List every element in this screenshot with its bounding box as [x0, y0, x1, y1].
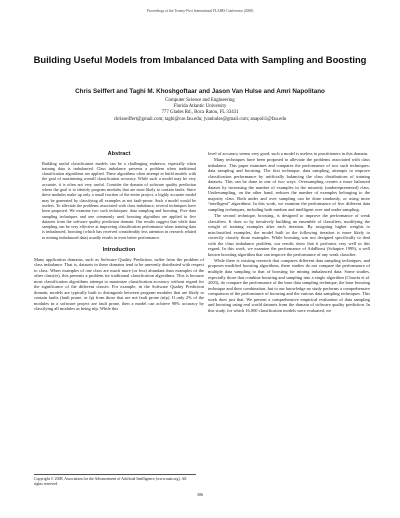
affiliation-block: [20, 98, 380, 123]
paragraph: The second technique, boosting, is designed to improve the performance of weak classifiers. It does so by iteratively building an ensemble of classifiers, modifying the weight of training examples after each iteration. By assigning higher weights to misclassified examples, the model built in the following iteration is more likely to correctly classify those examples. While boosting was not designed specifically to deal with the class imbalance problem, our results show that it performs very well in this regard. In this work, we examine the performance of AdaBoost (Schapire 1999), a well known boosting algorithm that can improve the performance of any weak classifier.: [208, 213, 370, 257]
affiliation-line: Computer Science and Engineering: [165, 98, 235, 103]
paragraph: While there is existing research that compares different data sampling techniques, and proposes modified boosting algorithms, these studies do not compare the performance of multiple data sampling to that of boosting for mining imbalanced data. Some studies, especially those that combine boosting and sampling into a single algorithm (Chawla et al. 2003), do compare the performance of the base data sampling technique, the base boosting technique and their combination, but to our knowledge no study performs a comprehensive comparison of the performance of boosting and the various data sampling techniques. This work does just that. We present a comprehensive empirical evaluation of data sampling and boosting using real world datasets from the domain of software quality prediction. In this study, for which 16,000 classification models were evaluated, we: [208, 257, 370, 313]
abstract-heading: Abstract: [107, 151, 131, 157]
affiliation-line: Florida Atlantic University: [173, 104, 227, 110]
page-number: 306: [196, 492, 204, 497]
left-column: [34, 152, 204, 313]
right-column: [208, 151, 370, 314]
paper-authors: Chris Seiffert and Taghi M. Khoshgoftaar and Jason Van Hulse and Amri Napolitano: [75, 88, 325, 95]
paragraph: Many application domains, such as Software Quality Prediction, suffer from the problem of class imbalance. That is, datasets in these domains tend to be unevenly distributed with respect to class. When examples of one class are much more (or less) abundant than examples of the other class(es), this presents a problem for traditional classification algorithms. This is because most classification algorithms attempt to maximize classification accuracy without regard for the significance of the different classes. For example, in the Software Quality Prediction domain, models are typically built to distinguish between program modules that are likely to contain faults (fault prone, or fp) from those that are not fault prone (nfp). If only 2% of the modules in a software project are fault prone, then a model can achieve 98% accuracy by classifying all modules as being nfp. While this: [34, 256, 204, 312]
proceedings-header: Proceedings of the Twenty-First International FLAIRS Conference (2008): [146, 9, 254, 13]
affiliation-line: 777 Glades Rd., Boca Raton, FL 33431: [161, 110, 239, 116]
copyright-notice: Copyright © 2008, Association for the Advancement of Artificial Intelligence (www.aaai.org). All rights reserved.: [34, 474, 196, 487]
author-emails: chrisseiffert@gmail.com; taghi@cse.fau.edu; jvanhulse@gmail.com; anapoli1@fau.edu: [113, 116, 287, 122]
paper-title: Building Useful Models from Imbalanced Data with Sampling and Boosting: [33, 54, 367, 65]
abstract-text: Building useful classification models can be a challenging endeavor, especially when training data is imbalanced. Class imbalance presents a problem when traditional classification algorithms are applied. These algorithms often attempt to build models with the goal of maximizing overall classification accuracy. While such a model may be very accurate, it is often not very useful. Consider the domain of software quality prediction where the goal is to identify program modules that are most likely to contain faults. Since these modules make up only a small fraction of the entire project, a highly accurate model may be generated by classifying all examples as not fault-prone. Such a model would be useless. To alleviate the problems associated with class imbalance, several techniques have been proposed. We examine two such techniques: data sampling and boosting. Five data sampling techniques and one commonly used boosting algorithm are applied to five datasets from the software quality prediction domain. Our results suggest that while data sampling can be very effective at improving classification performance when training data is imbalanced, boosting (which has received considerably less attention in research related to mining imbalanced data) usually results in even better performance.: [42, 160, 196, 240]
paragraph: Many techniques have been proposed to alleviate the problems associated with class imbalance. This paper examines and compares the performance of two such techniques: data sampling and boosting. The first technique, data sampling, attempts to improve classification performance by artificially balancing the class distributions of training datasets. This can be done in one of two ways. Oversampling creates a more balanced dataset by increasing the number of examples in the minority (underrepresented) class. Undersampling, on the other hand, reduces the number of examples belonging to the majority class. Both under and over sampling can be done randomly, or using more “intelligent” algorithms. In this work, we examine the performance of five different data sampling techniques, including both random and intelligent over and under sampling.: [208, 157, 370, 212]
paragraph: level of accuracy seems very good, such a model is useless to practitioners in this domain.: [208, 151, 369, 156]
introduction-heading: Introduction: [102, 247, 136, 253]
